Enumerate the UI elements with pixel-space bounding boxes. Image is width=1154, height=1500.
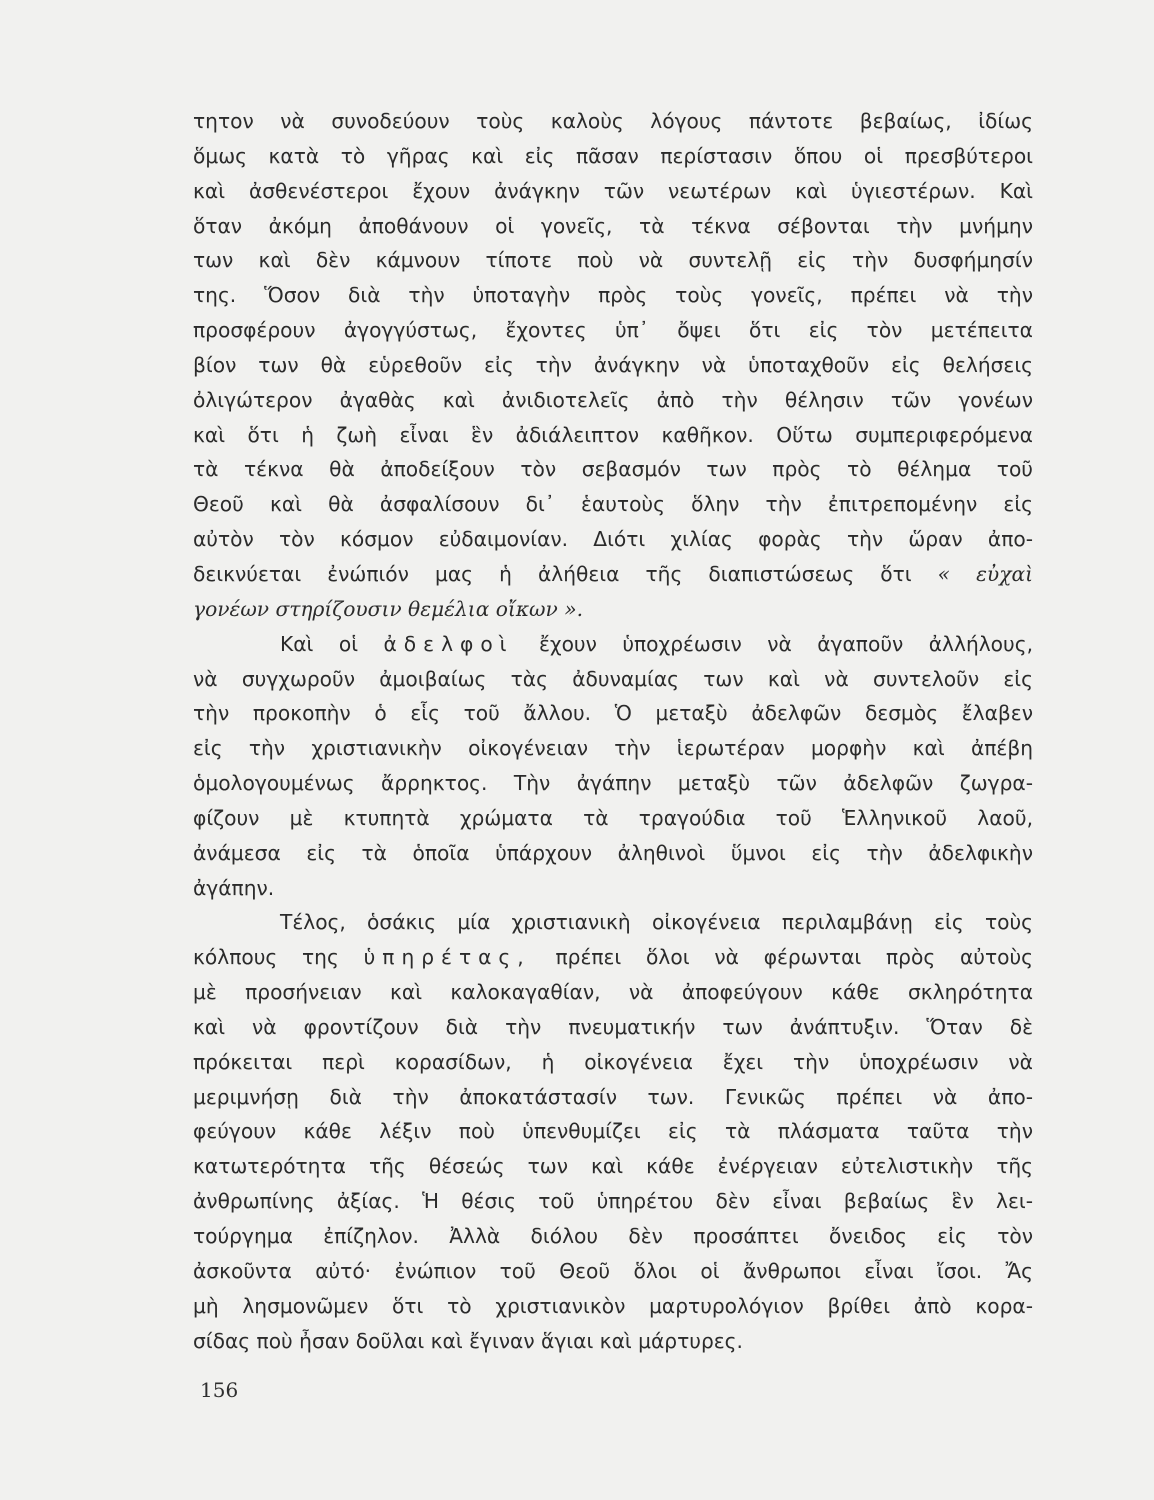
text-segment: ἔχουν ὑποχρέωσιν νὰ ἀγαποῦν ἀλλήλους, [513, 631, 1033, 656]
paragraph-start-line: Τέλος, ὁσάκις μία χριστιανικὴ οἰκογένεια περιλαμβάνῃ εἰς τοὺς [280, 910, 1033, 935]
paragraph-start-line [193, 627, 1033, 662]
spaced-emphasis: ἀδελφοὶ [383, 631, 514, 656]
text-line: εἰς τὴν χριστιανικὴν οἰκογένειαν τὴν ἱερωτέραν μορφὴν καὶ ἀπέβη [193, 736, 1033, 761]
text-line: κατωτερότητα τῆς θέσεώς των καὶ κάθε ἐνέργειαν εὐτελιστικὴν τῆς [193, 1154, 1033, 1179]
text-line: φεύγουν κάθε λέξιν ποὺ ὑπενθυμίζει εἰς τὰ πλάσματα ταῦτα τὴν [193, 1119, 1033, 1144]
text-line: μὴ λησμονῶμεν ὅτι τὸ χριστιανικὸν μαρτυρολόγιον βρίθει ἀπὸ κορα- [193, 1293, 1033, 1318]
text-line: ἀγάπην. [193, 875, 275, 900]
text-line: της. Ὅσον διὰ τὴν ὑποταγὴν πρὸς τοὺς γονεῖς, πρέπει νὰ τὴν [193, 283, 1033, 308]
text-line: αὐτὸν τὸν κόσμον εὐδαιμονίαν. Διότι χιλίας φορὰς τὴν ὥραν ἀπο- [193, 527, 1033, 552]
text-segment: πρέπει ὅλοι νὰ φέρωνται πρὸς αὐτοὺς [530, 945, 1033, 970]
text-line: καὶ ὅτι ἡ ζωὴ εἶναι ἓν ἀδιάλειπτον καθῆκον. Οὕτω συμπεριφερόμενα [193, 422, 1033, 447]
text-line: νὰ συγχωροῦν ἀμοιβαίως τὰς ἀδυναμίας των καὶ νὰ συντελοῦν εἰς [193, 666, 1033, 691]
text-line: ἀνάμεσα εἰς τὰ ὁποῖα ὑπάρχουν ἀληθινοὶ ὕμνοι εἰς τὴν ἀδελφικὴν [193, 840, 1033, 865]
text-line: τητον νὰ συνοδεύουν τοὺς καλοὺς λόγους πάντοτε βεβαίως, ἰδίως [193, 109, 1033, 133]
text-line [193, 557, 1033, 592]
text-line: φίζουν μὲ κτυπητὰ χρώματα τὰ τραγούδια τοῦ Ἑλληνικοῦ λαοῦ, [193, 805, 1033, 830]
text-segment: δεικνύεται ἐνώπιόν μας ἡ ἀλήθεια τῆς διαπιστώσεως ὅτι [193, 561, 938, 586]
text-line: προσφέρουν ἀγογγύστως, ἔχοντες ὑπ᾽ ὄψει ὅτι εἰς τὸν μετέπειτα [193, 318, 1033, 343]
text-segment: Καὶ οἱ [280, 631, 384, 656]
text-line: ὁμολογουμένως ἄρρηκτος. Τὴν ἀγάπην μεταξὺ τῶν ἀδελφῶν ζωγρα- [193, 771, 1033, 796]
text-line: τὴν προκοπὴν ὁ εἷς τοῦ ἄλλου. Ὁ μεταξὺ ἀδελφῶν δεσμὸς ἔλαβεν [193, 701, 1033, 726]
text-line: ἀσκοῦντα αὐτό· ἐνώπιον τοῦ Θεοῦ ὅλοι οἱ ἄνθρωποι εἶναι ἴσοι. Ἄς [193, 1258, 1033, 1283]
text-line: ὅταν ἀκόμη ἀποθάνουν οἱ γονεῖς, τὰ τέκνα σέβονται τὴν μνήμην [193, 213, 1033, 238]
quote-italic: « εὐχαὶ [937, 561, 1033, 586]
text-line: ὅμως κατὰ τὸ γῆρας καὶ εἰς πᾶσαν περίστασιν ὅπου οἱ πρεσβύτεροι [193, 143, 1033, 168]
text-line: καὶ ἀσθενέστεροι ἔχουν ἀνάγκην τῶν νεωτέρων καὶ ὑγιεστέρων. Καὶ [193, 178, 1033, 203]
quote-italic-line: γονέων στηρίζουσιν θεμέλια οἴκων ». [193, 596, 583, 621]
text-line: μεριμνήσῃ διὰ τὴν ἀποκατάστασίν των. Γενικῶς πρέπει νὰ ἀπο- [193, 1084, 1033, 1109]
page-number: 156 [200, 1378, 239, 1402]
text-line: καὶ νὰ φροντίζουν διὰ τὴν πνευματικήν των ἀνάπτυξιν. Ὅταν δὲ [193, 1014, 1033, 1039]
text-line: ἀνθρωπίνης ἀξίας. Ἡ θέσις τοῦ ὑπηρέτου δὲν εἶναι βεβαίως ἓν λει- [193, 1189, 1033, 1214]
text-line: των καὶ δὲν κάμνουν τίποτε ποὺ νὰ συντελῇ εἰς τὴν δυσφήμησίν [193, 248, 1033, 273]
body-text [193, 104, 1033, 1358]
text-line: τούργημα ἐπίζηλον. Ἀλλὰ διόλου δὲν προσάπτει ὄνειδος εἰς τὸν [193, 1224, 1033, 1248]
text-line: πρόκειται περὶ κορασίδων, ἡ οἰκογένεια ἔχει τὴν ὑποχρέωσιν νὰ [193, 1049, 1033, 1074]
text-line: μὲ προσήνειαν καὶ καλοκαγαθίαν, νὰ ἀποφεύγουν κάθε σκληρότητα [193, 980, 1033, 1005]
text-line: βίον των θὰ εὑρεθοῦν εἰς τὴν ἀνάγκην νὰ ὑποταχθοῦν εἰς θελήσεις [193, 352, 1033, 377]
text-line [193, 940, 1033, 975]
text-line: ὀλιγώτερον ἀγαθὰς καὶ ἀνιδιοτελεῖς ἀπὸ τὴν θέλησιν τῶν γονέων [193, 387, 1033, 412]
text-line: τὰ τέκνα θὰ ἀποδείξουν τὸν σεβασμόν των πρὸς τὸ θέλημα τοῦ [193, 457, 1033, 482]
spaced-emphasis: ὑπηρέτας, [363, 945, 531, 970]
text-line: σίδας ποὺ ἦσαν δοῦλαι καὶ ἔγιναν ἅγιαι καὶ μάρτυρες. [193, 1328, 743, 1353]
text-segment: κόλπους της [193, 945, 364, 970]
text-line: Θεοῦ καὶ θὰ ἀσφαλίσουν δι᾽ ἑαυτοὺς ὅλην τὴν ἐπιτρεπομένην εἰς [193, 492, 1033, 517]
